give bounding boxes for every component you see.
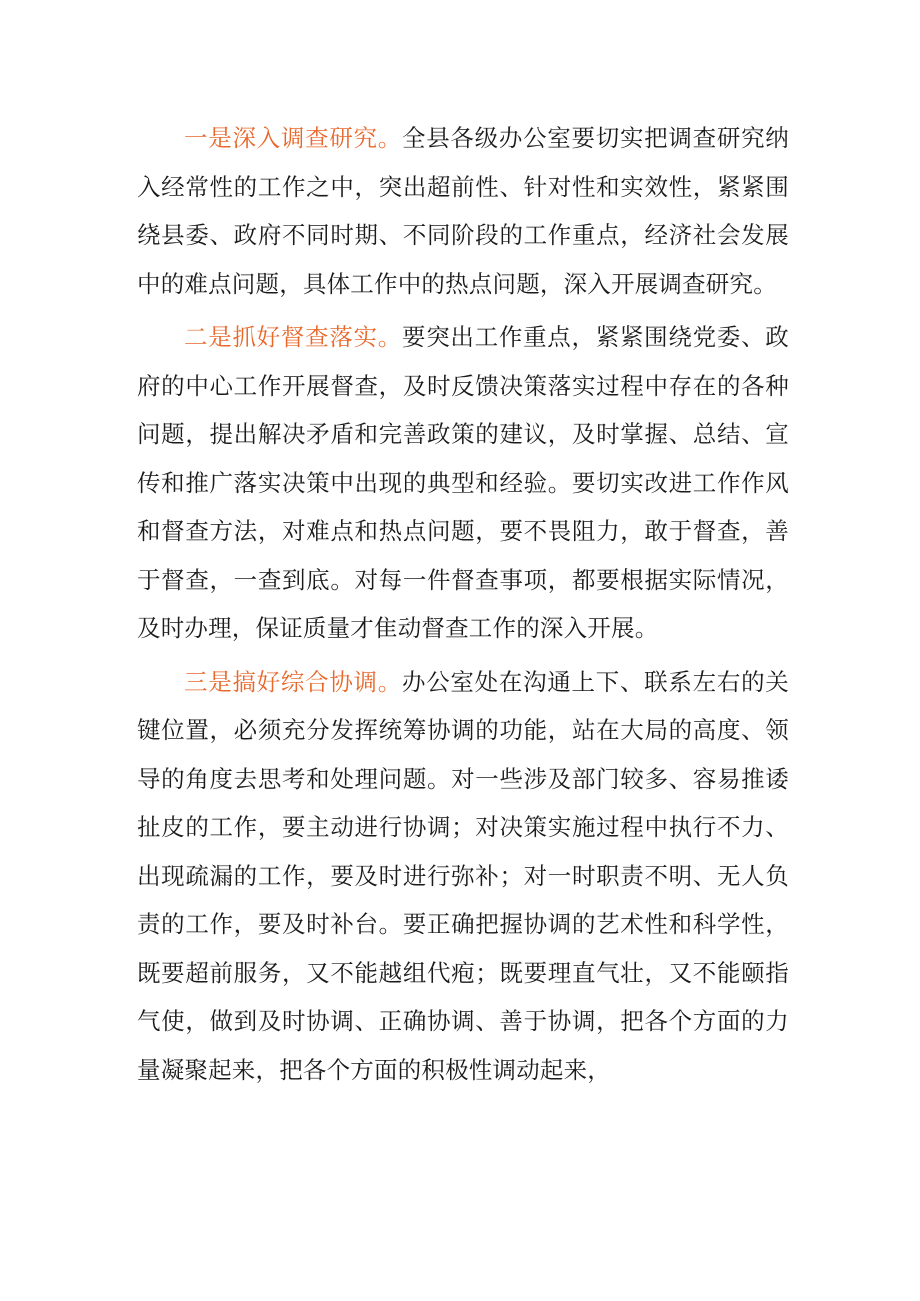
paragraph-heading: 一是深入调查研究。 (184, 124, 402, 152)
paragraph-heading: 二是抓好督查落实。 (184, 323, 402, 351)
paragraph-text: 办公室处在沟通上下、联系左右的关键位置，必须充分发挥统筹协调的功能，站在大局的高度、领导的角度去思考和处理问题。对一些涉及部门较多、容易推诿扯皮的工作，要主动进行协调；对决策实施过程中执行不力、出现疏漏的工作，要及时进行弥补；对一时职责不明、无人负责的工作，要及时补台。要正确把握协调的艺术性和科学性，既要超前服务，又不能越组代疱；既要理直气壮，又不能颐指气使，做到及时协调、正确协调、善于协调，把各个方面的力量凝聚起来，把各个方面的积极性调动起来， (137, 667, 789, 1084)
paragraph-text: 全县各级办公室要切实把调查研究纳入经常性的工作之中，突出超前性、针对性和实效性，紧紧围绕县委、政府不同时期、不同阶段的工作重点，经济社会发展中的难点问题，具体工作中的热点问题，深入开展调查研究。 (137, 124, 789, 298)
paragraph-investigation (137, 114, 789, 308)
paragraph-heading: 三是搞好综合协调。 (184, 667, 402, 696)
paragraph-text: 要突出工作重点，紧紧围绕党委、政府的中心工作开展督查，及时反馈决策落实过程中存在的各种问题，提出解决矛盾和完善政策的建议，及时掌握、总结、宣传和推广落实决策中出现的典型和经验。要切实改进工作作风和督查方法，对难点和热点问题，要不畏阻力，敢于督查，善于督查，一查到底。对每一件督查事项，都要根据实际情况，及时办理，保证质量才隹动督查工作的深入开展。 (137, 323, 789, 642)
paragraph-supervision (137, 313, 789, 653)
paragraph-coordination (137, 658, 789, 1095)
document-body (137, 114, 789, 1099)
